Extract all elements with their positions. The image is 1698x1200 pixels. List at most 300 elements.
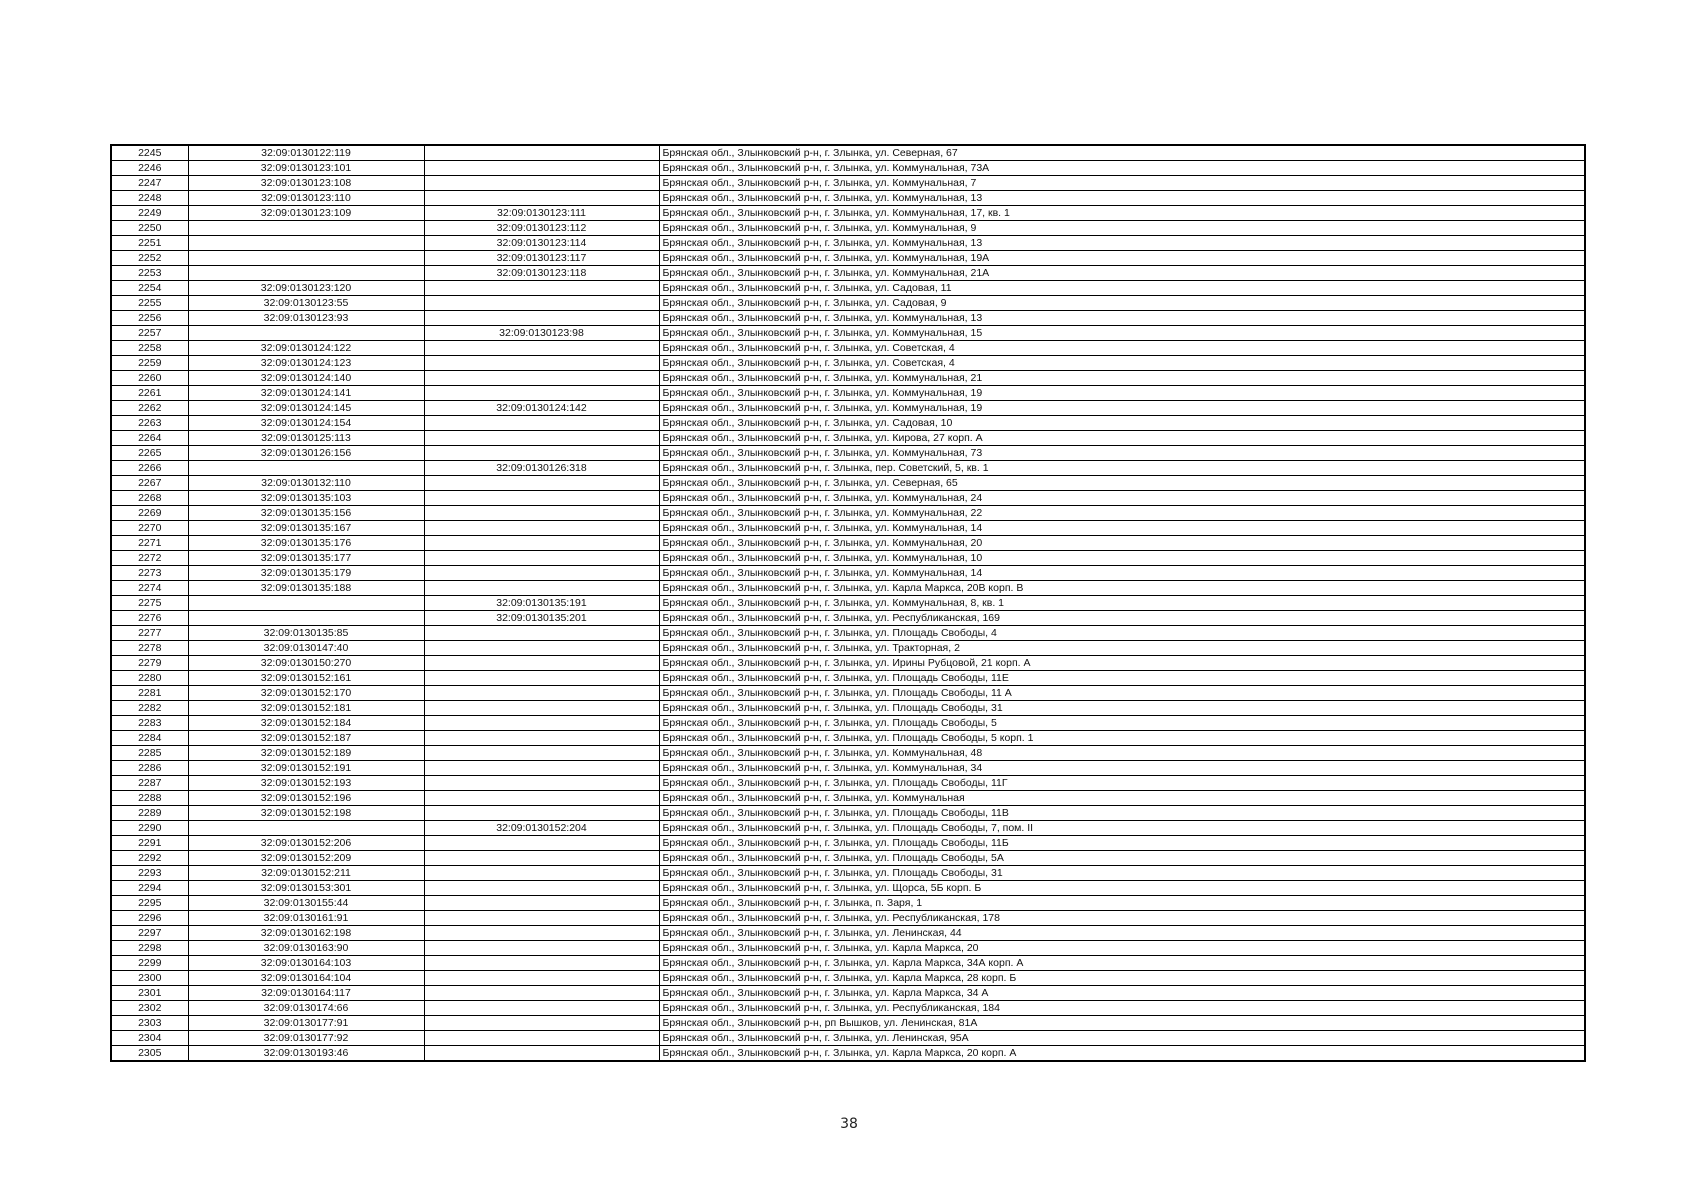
row-number-cell: 2252 xyxy=(111,251,188,266)
cadastral-number-cell: 32:09:0130152:196 xyxy=(188,791,424,806)
related-cadastral-number-cell: 32:09:0130135:191 xyxy=(424,596,659,611)
address-cell: Брянская обл., Злынковский р-н, г. Злынка, ул. Коммунальная, 17, кв. 1 xyxy=(659,206,1585,221)
row-number-cell: 2251 xyxy=(111,236,188,251)
cadastral-number-cell: 32:09:0130164:104 xyxy=(188,971,424,986)
related-cadastral-number-cell xyxy=(424,176,659,191)
address-cell: Брянская обл., Злынковский р-н, г. Злынка, п. Заря, 1 xyxy=(659,896,1585,911)
related-cadastral-number-cell xyxy=(424,971,659,986)
address-cell: Брянская обл., Злынковский р-н, г. Злынка, ул. Карла Маркса, 20 xyxy=(659,941,1585,956)
address-cell: Брянская обл., Злынковский р-н, г. Злынка, ул. Ирины Рубцовой, 21 корп. А xyxy=(659,656,1585,671)
address-cell: Брянская обл., Злынковский р-н, г. Злынка, ул. Коммунальная, 22 xyxy=(659,506,1585,521)
table-row xyxy=(111,281,1585,296)
table-row xyxy=(111,806,1585,821)
table-row xyxy=(111,145,1585,161)
related-cadastral-number-cell: 32:09:0130123:118 xyxy=(424,266,659,281)
cadastral-number-cell: 32:09:0130152:184 xyxy=(188,716,424,731)
table-row xyxy=(111,731,1585,746)
table-row xyxy=(111,1001,1585,1016)
address-cell: Брянская обл., Злынковский р-н, г. Злынка, ул. Коммунальная, 48 xyxy=(659,746,1585,761)
row-number-cell: 2263 xyxy=(111,416,188,431)
address-cell: Брянская обл., Злынковский р-н, г. Злынка, ул. Площадь Свободы, 31 xyxy=(659,701,1585,716)
row-number-cell: 2273 xyxy=(111,566,188,581)
cadastral-number-cell: 32:09:0130174:66 xyxy=(188,1001,424,1016)
table-row xyxy=(111,761,1585,776)
table-row xyxy=(111,866,1585,881)
address-cell: Брянская обл., Злынковский р-н, г. Злынка, ул. Северная, 65 xyxy=(659,476,1585,491)
address-cell: Брянская обл., Злынковский р-н, г. Злынка, ул. Карла Маркса, 34А корп. А xyxy=(659,956,1585,971)
cadastral-number-cell: 32:09:0130123:101 xyxy=(188,161,424,176)
cadastral-number-cell: 32:09:0130124:123 xyxy=(188,356,424,371)
address-cell: Брянская обл., Злынковский р-н, г. Злынка, ул. Коммунальная, 21 xyxy=(659,371,1585,386)
table-row xyxy=(111,311,1585,326)
address-cell: Брянская обл., Злынковский р-н, г. Злынка, ул. Коммунальная, 20 xyxy=(659,536,1585,551)
row-number-cell: 2295 xyxy=(111,896,188,911)
address-cell: Брянская обл., Злынковский р-н, г. Злынка, ул. Коммунальная, 24 xyxy=(659,491,1585,506)
related-cadastral-number-cell xyxy=(424,161,659,176)
cadastral-number-cell: 32:09:0130123:108 xyxy=(188,176,424,191)
table-row xyxy=(111,626,1585,641)
cadastral-number-cell: 32:09:0130135:156 xyxy=(188,506,424,521)
table-row xyxy=(111,926,1585,941)
address-cell: Брянская обл., Злынковский р-н, г. Злынка, ул. Коммунальная, 9 xyxy=(659,221,1585,236)
row-number-cell: 2274 xyxy=(111,581,188,596)
related-cadastral-number-cell xyxy=(424,416,659,431)
table-row xyxy=(111,251,1585,266)
table-row xyxy=(111,1016,1585,1031)
table-row xyxy=(111,791,1585,806)
cadastral-number-cell: 32:09:0130152:191 xyxy=(188,761,424,776)
address-cell: Брянская обл., Злынковский р-н, г. Злынка, ул. Советская, 4 xyxy=(659,356,1585,371)
related-cadastral-number-cell: 32:09:0130152:204 xyxy=(424,821,659,836)
row-number-cell: 2304 xyxy=(111,1031,188,1046)
address-cell: Брянская обл., Злынковский р-н, г. Злынка, ул. Северная, 67 xyxy=(659,145,1585,161)
address-cell: Брянская обл., Злынковский р-н, г. Злынка, ул. Коммунальная, 19 xyxy=(659,401,1585,416)
address-cell: Брянская обл., Злынковский р-н, г. Злынка, ул. Коммунальная, 21А xyxy=(659,266,1585,281)
row-number-cell: 2278 xyxy=(111,641,188,656)
related-cadastral-number-cell xyxy=(424,986,659,1001)
related-cadastral-number-cell xyxy=(424,926,659,941)
address-cell: Брянская обл., Злынковский р-н, г. Злынка, ул. Карла Маркса, 28 корп. Б xyxy=(659,971,1585,986)
table-row xyxy=(111,716,1585,731)
row-number-cell: 2279 xyxy=(111,656,188,671)
related-cadastral-number-cell xyxy=(424,1001,659,1016)
related-cadastral-number-cell xyxy=(424,641,659,656)
table-row xyxy=(111,851,1585,866)
row-number-cell: 2297 xyxy=(111,926,188,941)
cadastral-number-cell: 32:09:0130135:179 xyxy=(188,566,424,581)
related-cadastral-number-cell xyxy=(424,551,659,566)
row-number-cell: 2272 xyxy=(111,551,188,566)
related-cadastral-number-cell xyxy=(424,431,659,446)
row-number-cell: 2287 xyxy=(111,776,188,791)
cadastral-number-cell: 32:09:0130155:44 xyxy=(188,896,424,911)
row-number-cell: 2269 xyxy=(111,506,188,521)
table-row xyxy=(111,401,1585,416)
table-row xyxy=(111,446,1585,461)
cadastral-number-cell: 32:09:0130132:110 xyxy=(188,476,424,491)
address-cell: Брянская обл., Злынковский р-н, г. Злынка, ул. Коммунальная, 10 xyxy=(659,551,1585,566)
cadastral-number-cell xyxy=(188,461,424,476)
address-cell: Брянская обл., Злынковский р-н, г. Злынка, ул. Коммунальная, 8, кв. 1 xyxy=(659,596,1585,611)
cadastral-number-cell: 32:09:0130152:187 xyxy=(188,731,424,746)
address-cell: Брянская обл., Злынковский р-н, г. Злынка, ул. Площадь Свободы, 11 А xyxy=(659,686,1585,701)
address-cell: Брянская обл., Злынковский р-н, г. Злынка, ул. Площадь Свободы, 11Г xyxy=(659,776,1585,791)
address-cell: Брянская обл., Злынковский р-н, г. Злынка, ул. Коммунальная, 7 xyxy=(659,176,1585,191)
cadastral-number-cell xyxy=(188,236,424,251)
related-cadastral-number-cell xyxy=(424,956,659,971)
row-number-cell: 2276 xyxy=(111,611,188,626)
cadastral-number-cell: 32:09:0130152:193 xyxy=(188,776,424,791)
table-row xyxy=(111,911,1585,926)
related-cadastral-number-cell xyxy=(424,671,659,686)
table-row xyxy=(111,536,1585,551)
address-cell: Брянская обл., Злынковский р-н, г. Злынка, ул. Тракторная, 2 xyxy=(659,641,1585,656)
address-cell: Брянская обл., Злынковский р-н, г. Злынка, ул. Кирова, 27 корп. А xyxy=(659,431,1585,446)
row-number-cell: 2283 xyxy=(111,716,188,731)
cadastral-number-cell: 32:09:0130125:113 xyxy=(188,431,424,446)
related-cadastral-number-cell: 32:09:0130123:112 xyxy=(424,221,659,236)
cadastral-number-cell: 32:09:0130161:91 xyxy=(188,911,424,926)
related-cadastral-number-cell xyxy=(424,731,659,746)
related-cadastral-number-cell xyxy=(424,581,659,596)
row-number-cell: 2266 xyxy=(111,461,188,476)
related-cadastral-number-cell: 32:09:0130126:318 xyxy=(424,461,659,476)
cadastral-number-cell: 32:09:0130163:90 xyxy=(188,941,424,956)
cadastral-number-cell: 32:09:0130135:85 xyxy=(188,626,424,641)
table-row xyxy=(111,1031,1585,1046)
cadastral-number-cell: 32:09:0130123:109 xyxy=(188,206,424,221)
address-cell: Брянская обл., Злынковский р-н, г. Злынка, ул. Коммунальная, 73А xyxy=(659,161,1585,176)
row-number-cell: 2248 xyxy=(111,191,188,206)
row-number-cell: 2247 xyxy=(111,176,188,191)
cadastral-number-cell: 32:09:0130152:209 xyxy=(188,851,424,866)
related-cadastral-number-cell xyxy=(424,716,659,731)
address-cell: Брянская обл., Злынковский р-н, г. Злынка, ул. Коммунальная, 14 xyxy=(659,566,1585,581)
cadastral-number-cell: 32:09:0130152:181 xyxy=(188,701,424,716)
related-cadastral-number-cell xyxy=(424,896,659,911)
address-cell: Брянская обл., Злынковский р-н, г. Злынка, ул. Площадь Свободы, 11В xyxy=(659,806,1585,821)
row-number-cell: 2277 xyxy=(111,626,188,641)
address-cell: Брянская обл., Злынковский р-н, г. Злынка, ул. Садовая, 10 xyxy=(659,416,1585,431)
related-cadastral-number-cell xyxy=(424,356,659,371)
table-row xyxy=(111,386,1585,401)
address-cell: Брянская обл., Злынковский р-н, г. Злынка, ул. Коммунальная, 34 xyxy=(659,761,1585,776)
table-row xyxy=(111,356,1585,371)
row-number-cell: 2280 xyxy=(111,671,188,686)
cadastral-number-cell: 32:09:0130135:103 xyxy=(188,491,424,506)
cadastral-number-cell: 32:09:0130124:141 xyxy=(188,386,424,401)
table-row xyxy=(111,566,1585,581)
row-number-cell: 2291 xyxy=(111,836,188,851)
address-cell: Брянская обл., Злынковский р-н, г. Злынка, ул. Советская, 4 xyxy=(659,341,1585,356)
cadastral-number-cell: 32:09:0130153:301 xyxy=(188,881,424,896)
cadastral-number-cell: 32:09:0130177:91 xyxy=(188,1016,424,1031)
row-number-cell: 2299 xyxy=(111,956,188,971)
related-cadastral-number-cell: 32:09:0130123:98 xyxy=(424,326,659,341)
address-cell: Брянская обл., Злынковский р-н, г. Злынка, ул. Республиканская, 184 xyxy=(659,1001,1585,1016)
row-number-cell: 2268 xyxy=(111,491,188,506)
address-cell: Брянская обл., Злынковский р-н, рп Вышков, ул. Ленинская, 81А xyxy=(659,1016,1585,1031)
address-cell: Брянская обл., Злынковский р-н, г. Злынка, ул. Коммунальная xyxy=(659,791,1585,806)
cadastral-number-cell xyxy=(188,326,424,341)
related-cadastral-number-cell: 32:09:0130123:111 xyxy=(424,206,659,221)
registry-table-body xyxy=(111,145,1585,1061)
row-number-cell: 2262 xyxy=(111,401,188,416)
row-number-cell: 2256 xyxy=(111,311,188,326)
table-row xyxy=(111,551,1585,566)
address-cell: Брянская обл., Злынковский р-н, г. Злынка, ул. Садовая, 9 xyxy=(659,296,1585,311)
cadastral-number-cell: 32:09:0130193:46 xyxy=(188,1046,424,1062)
cadastral-number-cell: 32:09:0130124:145 xyxy=(188,401,424,416)
table-row xyxy=(111,641,1585,656)
related-cadastral-number-cell xyxy=(424,145,659,161)
table-row xyxy=(111,341,1585,356)
row-number-cell: 2281 xyxy=(111,686,188,701)
table-row xyxy=(111,686,1585,701)
table-row xyxy=(111,416,1585,431)
related-cadastral-number-cell xyxy=(424,851,659,866)
cadastral-number-cell: 32:09:0130152:206 xyxy=(188,836,424,851)
cadastral-number-cell xyxy=(188,266,424,281)
address-cell: Брянская обл., Злынковский р-н, г. Злынка, ул. Карла Маркса, 20В корп. В xyxy=(659,581,1585,596)
table-row xyxy=(111,221,1585,236)
row-number-cell: 2288 xyxy=(111,791,188,806)
cadastral-number-cell: 32:09:0130152:198 xyxy=(188,806,424,821)
table-row xyxy=(111,521,1585,536)
related-cadastral-number-cell xyxy=(424,506,659,521)
table-row xyxy=(111,476,1585,491)
address-cell: Брянская обл., Злынковский р-н, г. Злынка, ул. Республиканская, 178 xyxy=(659,911,1585,926)
related-cadastral-number-cell xyxy=(424,806,659,821)
row-number-cell: 2285 xyxy=(111,746,188,761)
address-cell: Брянская обл., Злынковский р-н, г. Злынка, ул. Площадь Свободы, 7, пом. II xyxy=(659,821,1585,836)
cadastral-number-cell: 32:09:0130126:156 xyxy=(188,446,424,461)
row-number-cell: 2250 xyxy=(111,221,188,236)
page-number: 38 xyxy=(840,1116,858,1132)
related-cadastral-number-cell xyxy=(424,296,659,311)
row-number-cell: 2258 xyxy=(111,341,188,356)
related-cadastral-number-cell xyxy=(424,491,659,506)
cadastral-number-cell: 32:09:0130124:122 xyxy=(188,341,424,356)
related-cadastral-number-cell xyxy=(424,446,659,461)
related-cadastral-number-cell xyxy=(424,1016,659,1031)
address-cell: Брянская обл., Злынковский р-н, г. Злынка, ул. Садовая, 11 xyxy=(659,281,1585,296)
related-cadastral-number-cell xyxy=(424,776,659,791)
table-row xyxy=(111,191,1585,206)
address-cell: Брянская обл., Злынковский р-н, г. Злынка, ул. Площадь Свободы, 31 xyxy=(659,866,1585,881)
table-row xyxy=(111,431,1585,446)
cadastral-number-cell: 32:09:0130152:189 xyxy=(188,746,424,761)
address-cell: Брянская обл., Злынковский р-н, г. Злынка, ул. Коммунальная, 13 xyxy=(659,191,1585,206)
row-number-cell: 2301 xyxy=(111,986,188,1001)
table-row xyxy=(111,956,1585,971)
row-number-cell: 2284 xyxy=(111,731,188,746)
cadastral-number-cell: 32:09:0130123:110 xyxy=(188,191,424,206)
address-cell: Брянская обл., Злынковский р-н, г. Злынка, ул. Коммунальная, 15 xyxy=(659,326,1585,341)
related-cadastral-number-cell xyxy=(424,911,659,926)
table-row xyxy=(111,236,1585,251)
related-cadastral-number-cell xyxy=(424,386,659,401)
table-row xyxy=(111,656,1585,671)
row-number-cell: 2302 xyxy=(111,1001,188,1016)
address-cell: Брянская обл., Злынковский р-н, г. Злынка, ул. Коммунальная, 13 xyxy=(659,311,1585,326)
related-cadastral-number-cell xyxy=(424,836,659,851)
cadastral-number-cell: 32:09:0130152:170 xyxy=(188,686,424,701)
table-row xyxy=(111,611,1585,626)
row-number-cell: 2275 xyxy=(111,596,188,611)
address-cell: Брянская обл., Злынковский р-н, г. Злынка, ул. Ленинская, 44 xyxy=(659,926,1585,941)
cadastral-number-cell: 32:09:0130152:161 xyxy=(188,671,424,686)
address-cell: Брянская обл., Злынковский р-н, г. Злынка, ул. Щорса, 5Б корп. Б xyxy=(659,881,1585,896)
related-cadastral-number-cell xyxy=(424,881,659,896)
cadastral-number-cell: 32:09:0130123:55 xyxy=(188,296,424,311)
address-cell: Брянская обл., Злынковский р-н, г. Злынка, ул. Ленинская, 95А xyxy=(659,1031,1585,1046)
address-cell: Брянская обл., Злынковский р-н, г. Злынка, ул. Площадь Свободы, 5 xyxy=(659,716,1585,731)
row-number-cell: 2296 xyxy=(111,911,188,926)
cadastral-number-cell: 32:09:0130135:176 xyxy=(188,536,424,551)
table-row xyxy=(111,1046,1585,1062)
row-number-cell: 2249 xyxy=(111,206,188,221)
table-row xyxy=(111,836,1585,851)
address-cell: Брянская обл., Злынковский р-н, г. Злынка, ул. Коммунальная, 19А xyxy=(659,251,1585,266)
row-number-cell: 2271 xyxy=(111,536,188,551)
related-cadastral-number-cell xyxy=(424,656,659,671)
row-number-cell: 2286 xyxy=(111,761,188,776)
cadastral-number-cell: 32:09:0130124:154 xyxy=(188,416,424,431)
related-cadastral-number-cell xyxy=(424,686,659,701)
registry-table xyxy=(110,144,1586,1062)
cadastral-number-cell xyxy=(188,596,424,611)
row-number-cell: 2261 xyxy=(111,386,188,401)
cadastral-number-cell xyxy=(188,221,424,236)
table-row xyxy=(111,461,1585,476)
related-cadastral-number-cell xyxy=(424,311,659,326)
row-number-cell: 2253 xyxy=(111,266,188,281)
cadastral-number-cell: 32:09:0130123:93 xyxy=(188,311,424,326)
table-row xyxy=(111,371,1585,386)
related-cadastral-number-cell xyxy=(424,746,659,761)
related-cadastral-number-cell xyxy=(424,866,659,881)
cadastral-number-cell: 32:09:0130150:270 xyxy=(188,656,424,671)
row-number-cell: 2254 xyxy=(111,281,188,296)
address-cell: Брянская обл., Злынковский р-н, г. Злынка, ул. Коммунальная, 73 xyxy=(659,446,1585,461)
related-cadastral-number-cell xyxy=(424,476,659,491)
row-number-cell: 2294 xyxy=(111,881,188,896)
row-number-cell: 2245 xyxy=(111,145,188,161)
table-row xyxy=(111,776,1585,791)
table-row xyxy=(111,746,1585,761)
related-cadastral-number-cell: 32:09:0130123:117 xyxy=(424,251,659,266)
cadastral-number-cell: 32:09:0130124:140 xyxy=(188,371,424,386)
related-cadastral-number-cell: 32:09:0130124:142 xyxy=(424,401,659,416)
address-cell: Брянская обл., Злынковский р-н, г. Злынка, ул. Карла Маркса, 20 корп. А xyxy=(659,1046,1585,1062)
row-number-cell: 2257 xyxy=(111,326,188,341)
row-number-cell: 2264 xyxy=(111,431,188,446)
row-number-cell: 2305 xyxy=(111,1046,188,1062)
row-number-cell: 2255 xyxy=(111,296,188,311)
cadastral-number-cell xyxy=(188,251,424,266)
related-cadastral-number-cell xyxy=(424,341,659,356)
address-cell: Брянская обл., Злынковский р-н, г. Злынка, ул. Коммунальная, 13 xyxy=(659,236,1585,251)
row-number-cell: 2246 xyxy=(111,161,188,176)
related-cadastral-number-cell xyxy=(424,536,659,551)
related-cadastral-number-cell xyxy=(424,941,659,956)
table-row xyxy=(111,581,1585,596)
related-cadastral-number-cell xyxy=(424,626,659,641)
cadastral-number-cell: 32:09:0130177:92 xyxy=(188,1031,424,1046)
table-row xyxy=(111,206,1585,221)
related-cadastral-number-cell xyxy=(424,191,659,206)
table-row xyxy=(111,896,1585,911)
address-cell: Брянская обл., Злынковский р-н, г. Злынка, ул. Площадь Свободы, 11Е xyxy=(659,671,1585,686)
table-row xyxy=(111,986,1585,1001)
related-cadastral-number-cell xyxy=(424,521,659,536)
related-cadastral-number-cell xyxy=(424,566,659,581)
related-cadastral-number-cell xyxy=(424,281,659,296)
cadastral-number-cell: 32:09:0130135:177 xyxy=(188,551,424,566)
cadastral-number-cell: 32:09:0130152:211 xyxy=(188,866,424,881)
row-number-cell: 2282 xyxy=(111,701,188,716)
row-number-cell: 2303 xyxy=(111,1016,188,1031)
row-number-cell: 2298 xyxy=(111,941,188,956)
cadastral-number-cell: 32:09:0130122:119 xyxy=(188,145,424,161)
row-number-cell: 2300 xyxy=(111,971,188,986)
address-cell: Брянская обл., Злынковский р-н, г. Злынка, ул. Карла Маркса, 34 А xyxy=(659,986,1585,1001)
table-row xyxy=(111,506,1585,521)
table-row xyxy=(111,326,1585,341)
table-row xyxy=(111,671,1585,686)
address-cell: Брянская обл., Злынковский р-н, г. Злынка, пер. Советский, 5, кв. 1 xyxy=(659,461,1585,476)
table-row xyxy=(111,176,1585,191)
row-number-cell: 2292 xyxy=(111,851,188,866)
related-cadastral-number-cell: 32:09:0130135:201 xyxy=(424,611,659,626)
table-row xyxy=(111,266,1585,281)
address-cell: Брянская обл., Злынковский р-н, г. Злынка, ул. Республиканская, 169 xyxy=(659,611,1585,626)
address-cell: Брянская обл., Злынковский р-н, г. Злынка, ул. Коммунальная, 19 xyxy=(659,386,1585,401)
row-number-cell: 2289 xyxy=(111,806,188,821)
row-number-cell: 2290 xyxy=(111,821,188,836)
table-row xyxy=(111,491,1585,506)
address-cell: Брянская обл., Злынковский р-н, г. Злынка, ул. Площадь Свободы, 5 корп. 1 xyxy=(659,731,1585,746)
cadastral-number-cell: 32:09:0130135:167 xyxy=(188,521,424,536)
cadastral-number-cell xyxy=(188,611,424,626)
table-row xyxy=(111,821,1585,836)
related-cadastral-number-cell xyxy=(424,791,659,806)
table-row xyxy=(111,881,1585,896)
table-row xyxy=(111,161,1585,176)
related-cadastral-number-cell xyxy=(424,1046,659,1062)
table-row xyxy=(111,596,1585,611)
address-cell: Брянская обл., Злынковский р-н, г. Злынка, ул. Площадь Свободы, 11Б xyxy=(659,836,1585,851)
row-number-cell: 2293 xyxy=(111,866,188,881)
cadastral-number-cell: 32:09:0130164:103 xyxy=(188,956,424,971)
related-cadastral-number-cell: 32:09:0130123:114 xyxy=(424,236,659,251)
row-number-cell: 2270 xyxy=(111,521,188,536)
cadastral-number-cell: 32:09:0130135:188 xyxy=(188,581,424,596)
cadastral-number-cell: 32:09:0130164:117 xyxy=(188,986,424,1001)
table-row xyxy=(111,701,1585,716)
related-cadastral-number-cell xyxy=(424,1031,659,1046)
cadastral-number-cell: 32:09:0130162:198 xyxy=(188,926,424,941)
table-row xyxy=(111,971,1585,986)
cadastral-number-cell: 32:09:0130147:40 xyxy=(188,641,424,656)
row-number-cell: 2267 xyxy=(111,476,188,491)
row-number-cell: 2259 xyxy=(111,356,188,371)
related-cadastral-number-cell xyxy=(424,761,659,776)
table-row xyxy=(111,296,1585,311)
related-cadastral-number-cell xyxy=(424,371,659,386)
related-cadastral-number-cell xyxy=(424,701,659,716)
